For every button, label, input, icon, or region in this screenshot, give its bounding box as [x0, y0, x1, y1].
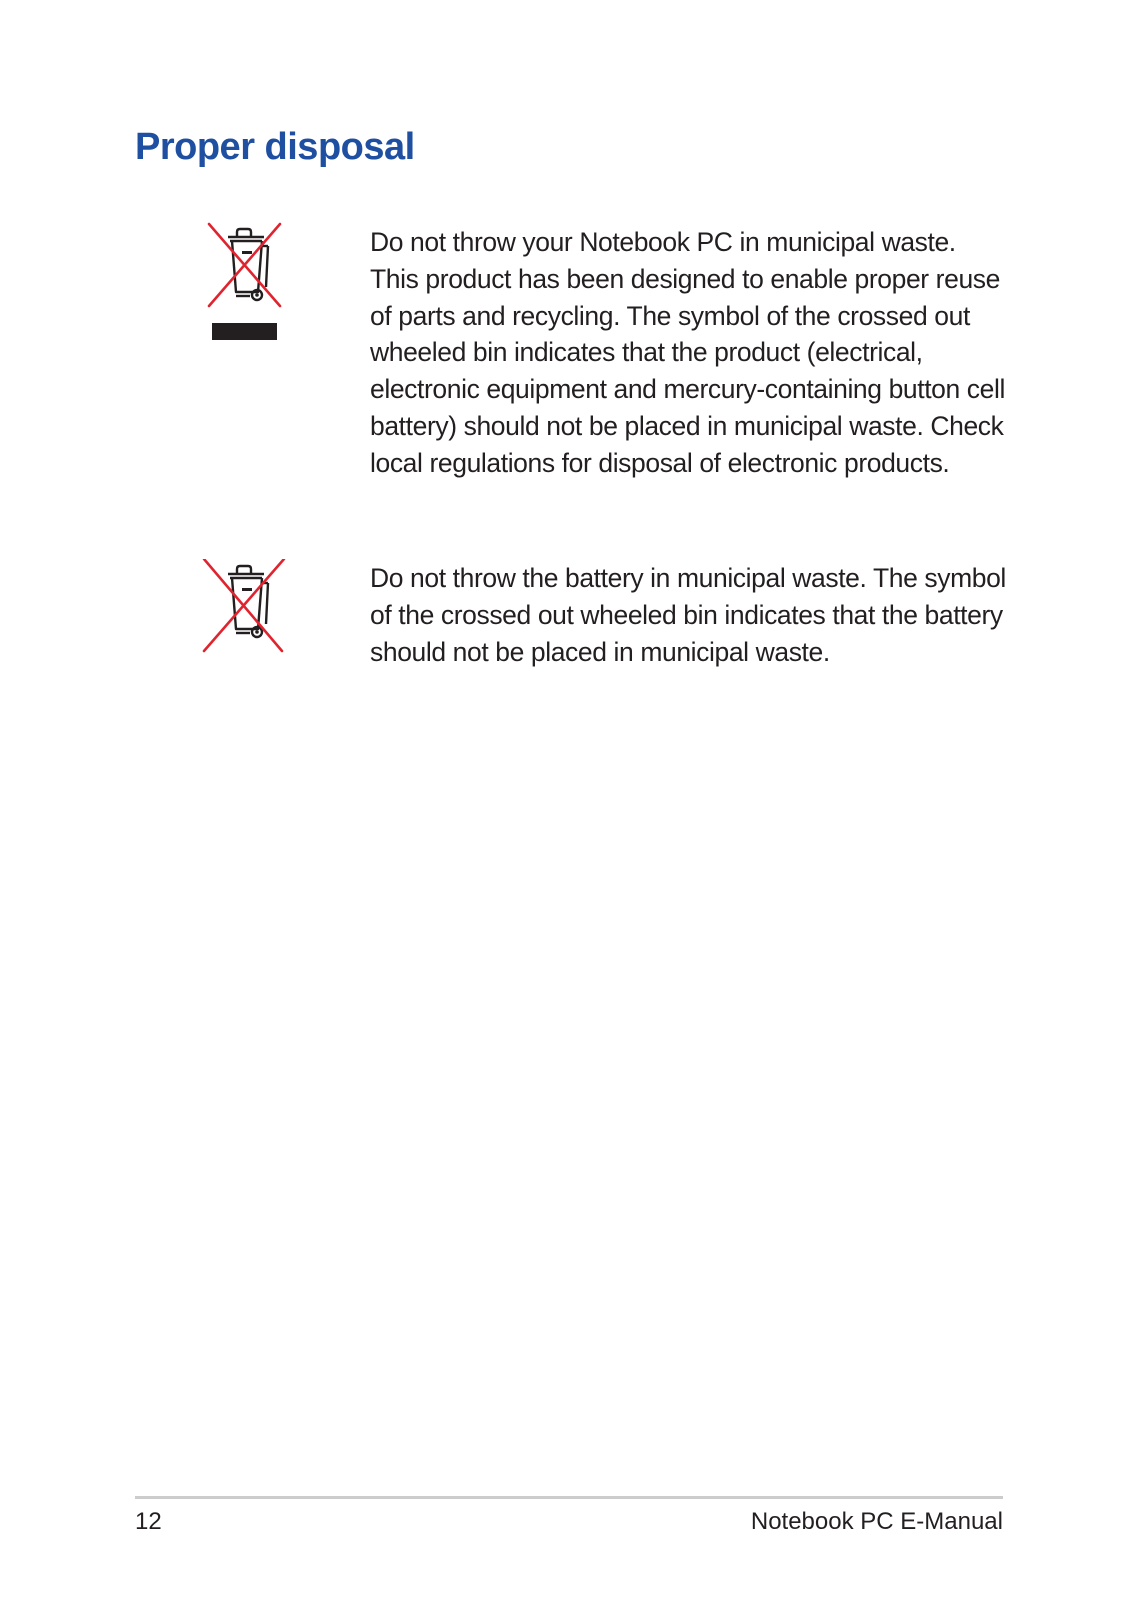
footer-divider	[135, 1496, 1003, 1499]
disposal-paragraph-notebook: Do not throw your Notebook PC in municipal waste. This product has been designed to enable proper reuse of parts and recycling. The symbol of the crossed out wheeled bin indicates that the product (electrical, electronic equipment and mercury-containing button cell battery) should not be placed in municipal waste. Check local regulations for disposal of electronic products.	[370, 227, 1005, 478]
crossed-wheeled-bin-icon	[200, 559, 296, 665]
disposal-paragraph-battery: Do not throw the battery in municipal waste. The symbol of the crossed out wheeled bin indicates that the battery should not be placed in municipal waste.	[370, 563, 1006, 667]
page-title: Proper disposal	[135, 126, 415, 168]
crossed-wheeled-bin-with-bar-icon	[200, 222, 296, 352]
page-number: 12	[135, 1508, 162, 1535]
footer-document-title: Notebook PC E-Manual	[750, 1508, 1003, 1535]
